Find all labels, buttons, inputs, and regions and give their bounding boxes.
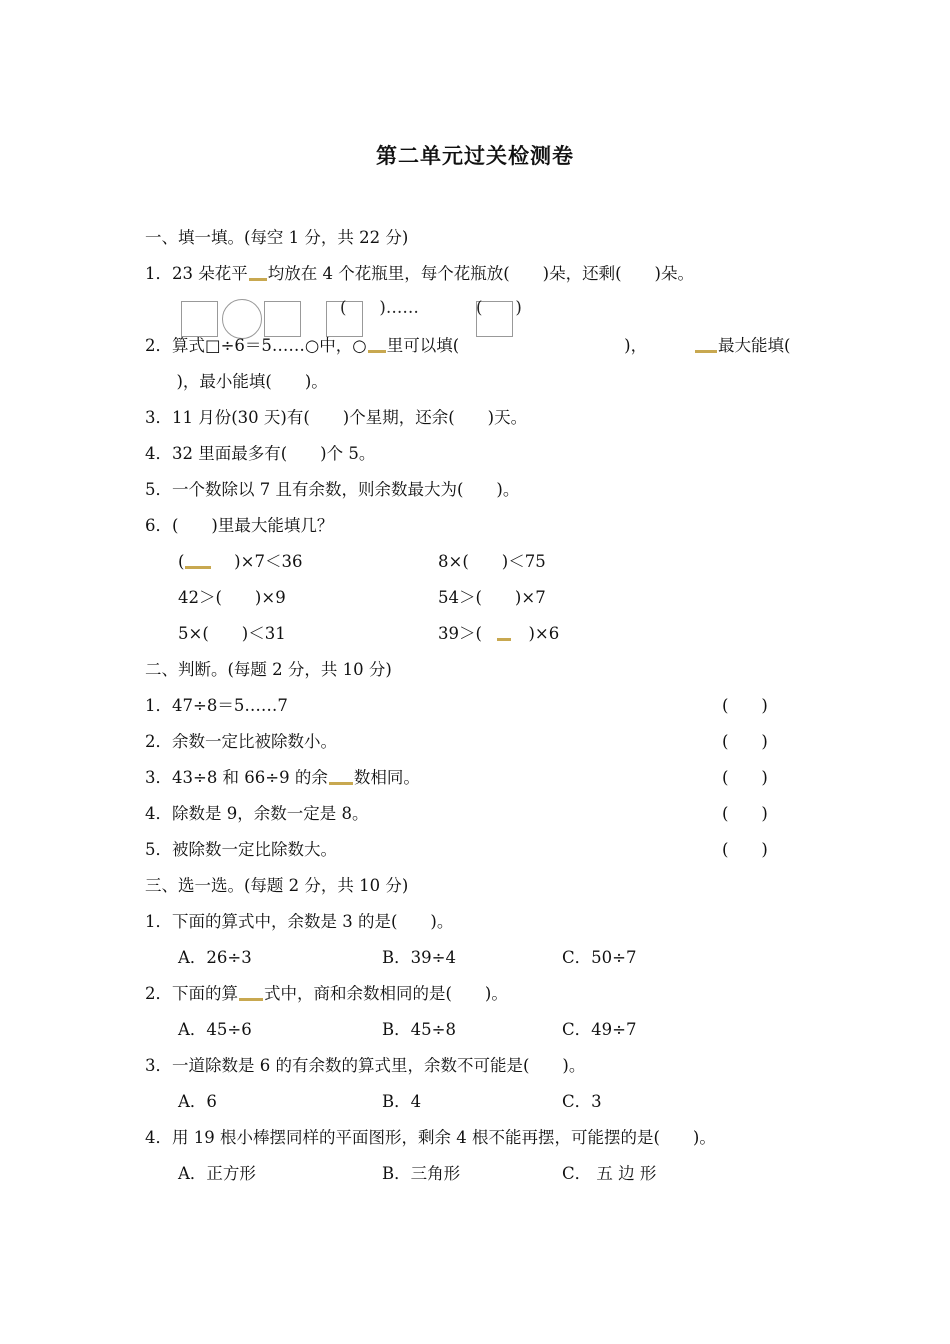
circle-shape [222,299,262,339]
highlight-mark [497,638,511,641]
s1-q6-r3-left: 5×( )＜31 [178,624,286,643]
square-shape [264,301,301,337]
s2-item-5: 5．被除数一定比除数大。 [145,840,337,859]
s1-q6-r1-right: 8×( )＜75 [438,552,546,571]
answer-paren: ( ) [722,804,768,823]
highlight-mark [368,350,386,353]
s3-q4: 4．用 19 根小棒摆同样的平面图形，剩余 4 根不能再摆，可能摆的是( )。 [145,1128,716,1147]
expr-text: 39＞( [438,624,482,643]
section1-header: 一、填一填。(每空 1 分，共 22 分) [145,228,409,247]
expr-text: )×7＜36 [212,552,303,571]
s3-q4-opt-b: B．三角形 [382,1164,461,1183]
highlight-mark [185,566,211,569]
s3-q3-opt-a: A．6 [178,1092,217,1111]
highlight-mark [249,278,267,281]
s1-q2-text-b: 里可以填( )， [386,336,648,355]
s1-q5: 5．一个数除以 7 且有余数，则余数最大为( )。 [145,480,520,499]
s1-q3: 3．11 月份(30 天)有( )个星期，还余( )天。 [145,408,528,427]
s2-item-2: 2．余数一定比被除数小。 [145,732,337,751]
s3-q2-opt-b: B．45÷8 [382,1020,456,1039]
question-text: 式中，商和余数相同的是( )。 [264,984,508,1003]
answer-paren: ( ) [722,840,768,859]
s3-q1-opt-c: C．50÷7 [562,948,637,967]
s2-item-3 [145,768,420,788]
s3-q4-opt-a: A．正方形 [178,1164,256,1183]
s1-q2-text-c: 最大能填( [718,336,791,355]
item-text: 数相同。 [353,768,420,787]
highlight-mark [695,350,717,353]
s1-q2-line2: )，最小能填( )。 [160,372,328,391]
s3-q1: 1．下面的算式中，余数是 3 的是( )。 [145,912,454,931]
s3-q1-opt-b: B．39÷4 [382,948,456,967]
answer-paren: ( ) [722,732,768,751]
s3-q2 [145,984,508,1004]
s1-q1 [145,264,694,284]
s3-q3-opt-c: C．3 [562,1092,602,1111]
s3-q3-opt-b: B．4 [382,1092,422,1111]
s1-q2-text-a: 2．算式□÷6＝5……○中，○ [145,336,367,355]
s2-item-1: 1．47÷8＝5……7 [145,696,288,715]
section3-header: 三、选一选。(每题 2 分，共 10 分) [145,876,409,895]
s3-q4-opt-c: C． 五 边 形 [562,1164,657,1183]
highlight-mark [239,998,263,1001]
s1-q6-r2-left: 42＞( )×9 [178,588,286,607]
question-text: 2．下面的算 [145,984,238,1003]
expr-text: )×6 [511,624,560,643]
item-text: 3．43÷8 和 66÷9 的余 [145,768,328,787]
page-title: 第二单元过关检测卷 [376,143,574,168]
s2-item-4: 4．除数是 9，余数一定是 8。 [145,804,369,823]
s1-q1-hint-a: ( )…… [340,298,419,317]
s3-q2-opt-c: C．49÷7 [562,1020,637,1039]
s3-q2-opt-a: A．45÷6 [178,1020,252,1039]
highlight-mark [329,782,353,785]
s3-q3: 3．一道除数是 6 的有余数的算式里，余数不可能是( )。 [145,1056,586,1075]
s1-q1-text-a: 1．23 朵花平 [145,264,248,283]
answer-paren: ( ) [722,768,768,787]
s1-q1-text-b: 均放在 4 个花瓶里，每个花瓶放( )朵，还剩( )朵。 [267,264,694,283]
section2-header: 二、判断。(每题 2 分，共 10 分) [145,660,392,679]
s1-q6-r3-right [438,624,559,644]
s3-q1-opt-a: A．26÷3 [178,948,252,967]
answer-paren: ( ) [722,696,768,715]
s1-q6-r1-left [178,552,302,572]
paren-open: ( [178,552,185,571]
s1-q6: 6．( )里最大能填几？ [145,516,334,535]
s1-q2-tail [694,336,790,356]
square-shape [181,301,218,337]
s1-q4: 4．32 里面最多有( )个 5。 [145,444,376,463]
s1-q6-r2-right: 54＞( )×7 [438,588,546,607]
s1-q2-text [145,336,647,356]
s1-q1-hint-b: ( ) [476,298,522,317]
